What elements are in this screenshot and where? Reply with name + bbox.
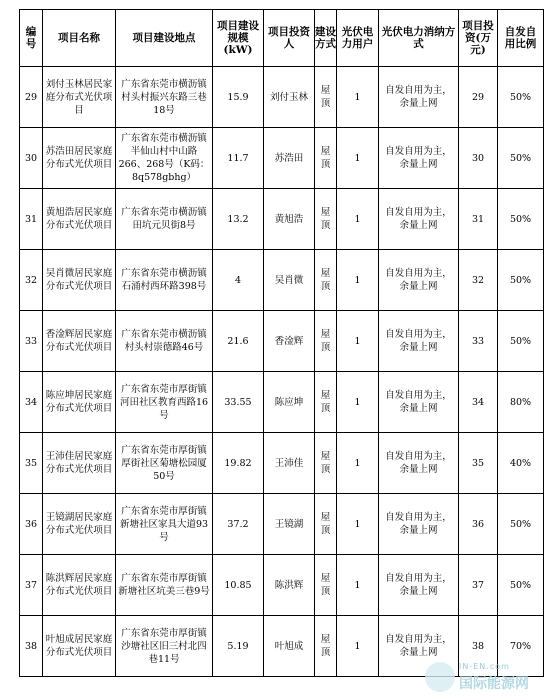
cell-name: 苏浩田居民家庭分布式光伏项目: [43, 128, 116, 189]
cell-investment: 34: [459, 372, 498, 433]
table-row: [20, 311, 544, 372]
cell-location: 广东省东莞市横沥镇村头村振兴东路三巷18号: [116, 67, 213, 128]
cell-ratio: 50%: [498, 311, 544, 372]
cell-ratio: 50%: [498, 189, 544, 250]
cell-consumption: 自发自用为主，余量上网: [379, 311, 459, 372]
cell-name: 陈应坤居民家庭分布式光伏项目: [43, 372, 116, 433]
cell-location: 广东省东莞市横沥镇石涌村西环路398号: [116, 250, 213, 311]
table-row: [20, 128, 544, 189]
table-row: [20, 433, 544, 494]
cell-ratio: 50%: [498, 128, 544, 189]
cell-investment: 36: [459, 494, 498, 555]
cell-name: 王沛佳居民家庭分布式光伏项目: [43, 433, 116, 494]
cell-method: 屋顶: [315, 128, 337, 189]
cell-users: 1: [337, 433, 379, 494]
cell-no: 37: [20, 555, 43, 616]
watermark: [425, 660, 545, 696]
header-investor: 项目投资人: [264, 10, 315, 67]
cell-scale: 11.7: [213, 128, 264, 189]
project-table: [19, 9, 544, 677]
cell-location: 广东省东莞市厚街镇河田社区教育西路16号: [116, 372, 213, 433]
cell-users: 1: [337, 494, 379, 555]
cell-method: 屋顶: [315, 433, 337, 494]
cell-scale: 4: [213, 250, 264, 311]
cell-ratio: 40%: [498, 433, 544, 494]
table-row: [20, 250, 544, 311]
cell-name: 香淦辉居民家庭分布式光伏项目: [43, 311, 116, 372]
cell-scale: 33.55: [213, 372, 264, 433]
cell-no: 31: [20, 189, 43, 250]
cell-ratio: 50%: [498, 250, 544, 311]
header-consumption: 光伏电力消纳方式: [379, 10, 459, 67]
cell-method: 屋顶: [315, 555, 337, 616]
cell-location: 广东省东莞市横沥镇半仙山村中山路266、268号（K码：8q578gbhg）: [116, 128, 213, 189]
cell-no: 36: [20, 494, 43, 555]
cell-ratio: 50%: [498, 555, 544, 616]
cell-investor: 陈洪辉: [264, 555, 315, 616]
cell-investment: 37: [459, 555, 498, 616]
cell-users: 1: [337, 372, 379, 433]
cell-consumption: 自发自用为主，余量上网: [379, 250, 459, 311]
header-location: 项目建设地点: [116, 10, 213, 67]
cell-investment: 33: [459, 311, 498, 372]
cell-no: 30: [20, 128, 43, 189]
cell-method: 屋顶: [315, 311, 337, 372]
cell-scale: 37.2: [213, 494, 264, 555]
cell-investor: 吴肖微: [264, 250, 315, 311]
cell-scale: 19.82: [213, 433, 264, 494]
cell-consumption: 自发自用为主，余量上网: [379, 128, 459, 189]
cell-investor: 王沛佳: [264, 433, 315, 494]
cell-method: 屋顶: [315, 494, 337, 555]
cell-scale: 5.19: [213, 616, 264, 677]
cell-ratio: 70%: [498, 616, 544, 677]
header-ratio: 自发自用比例: [498, 10, 544, 67]
cell-name: 刘付玉林居民家庭分布式光伏项目: [43, 67, 116, 128]
cell-method: 屋顶: [315, 250, 337, 311]
header-scale: 项目建设规模(kW): [213, 10, 264, 67]
header-no: 编号: [20, 10, 43, 67]
cell-consumption: 自发自用为主，余量上网: [379, 555, 459, 616]
cell-investor: 王镜湖: [264, 494, 315, 555]
cell-ratio: 80%: [498, 372, 544, 433]
cell-name: 吴肖微居民家庭分布式光伏项目: [43, 250, 116, 311]
cell-investor: 叶旭成: [264, 616, 315, 677]
cell-name: 王镜湖居民家庭分布式光伏项目: [43, 494, 116, 555]
cell-consumption: 自发自用为主，余量上网: [379, 67, 459, 128]
cell-investor: 陈应坤: [264, 372, 315, 433]
cell-investment: 31: [459, 189, 498, 250]
cell-no: 35: [20, 433, 43, 494]
table-row: [20, 372, 544, 433]
cell-ratio: 50%: [498, 67, 544, 128]
table-row: [20, 494, 544, 555]
header-method: 建设方式: [315, 10, 337, 67]
table-row: [20, 189, 544, 250]
cell-consumption: 自发自用为主，余量上网: [379, 494, 459, 555]
cell-consumption: 自发自用为主，余量上网: [379, 433, 459, 494]
cell-investment: 30: [459, 128, 498, 189]
cell-users: 1: [337, 67, 379, 128]
cell-name: 叶旭成居民家庭分布式光伏项目: [43, 616, 116, 677]
cell-investor: 刘付玉林: [264, 67, 315, 128]
cell-investor: 黄旭浩: [264, 189, 315, 250]
header-name: 项目名称: [43, 10, 116, 67]
cell-users: 1: [337, 616, 379, 677]
cell-users: 1: [337, 128, 379, 189]
cell-location: 广东省东莞市横沥镇田坑元贝街8号: [116, 189, 213, 250]
cell-users: 1: [337, 250, 379, 311]
cell-investor: 苏浩田: [264, 128, 315, 189]
cell-method: 屋顶: [315, 372, 337, 433]
cell-location: 广东省东莞市横沥镇村头村崇德路46号: [116, 311, 213, 372]
cell-no: 29: [20, 67, 43, 128]
cell-consumption: 自发自用为主，余量上网: [379, 189, 459, 250]
cell-investment: 29: [459, 67, 498, 128]
cell-scale: 10.85: [213, 555, 264, 616]
cell-scale: 13.2: [213, 189, 264, 250]
cell-investment: 38: [459, 616, 498, 677]
cell-no: 38: [20, 616, 43, 677]
header-investment: 项目投资(万元): [459, 10, 498, 67]
cell-investment: 35: [459, 433, 498, 494]
cell-ratio: 50%: [498, 494, 544, 555]
cell-name: 黄旭浩居民家庭分布式光伏项目: [43, 189, 116, 250]
table-header-row: [20, 10, 544, 67]
watermark-title: 国际能源网: [459, 676, 529, 692]
header-users: 光伏电力用户: [337, 10, 379, 67]
cell-no: 34: [20, 372, 43, 433]
cell-scale: 21.6: [213, 311, 264, 372]
cell-consumption: 自发自用为主，余量上网: [379, 616, 459, 677]
cell-no: 32: [20, 250, 43, 311]
cell-name: 陈洪辉居民家庭分布式光伏项目: [43, 555, 116, 616]
cell-location: 广东省东莞市厚街镇厚街社区菊塘松园厦50号: [116, 433, 213, 494]
cell-users: 1: [337, 555, 379, 616]
cell-investment: 32: [459, 250, 498, 311]
watermark-logo-icon: [425, 662, 455, 692]
cell-consumption: 自发自用为主，余量上网: [379, 372, 459, 433]
cell-investor: 香淦辉: [264, 311, 315, 372]
cell-scale: 15.9: [213, 67, 264, 128]
cell-users: 1: [337, 189, 379, 250]
cell-location: 广东省东莞市厚街镇新塘社区坑美三巷9号: [116, 555, 213, 616]
table-row: [20, 555, 544, 616]
table-row: [20, 67, 544, 128]
cell-method: 屋顶: [315, 189, 337, 250]
cell-users: 1: [337, 311, 379, 372]
cell-method: 屋顶: [315, 67, 337, 128]
watermark-domain: IN-EN.com: [459, 662, 510, 671]
cell-no: 33: [20, 311, 43, 372]
cell-method: 屋顶: [315, 616, 337, 677]
cell-location: 广东省东莞市厚街镇沙塘社区旧三村北四巷11号: [116, 616, 213, 677]
cell-location: 广东省东莞市厚街镇新塘社区家具大道93号: [116, 494, 213, 555]
